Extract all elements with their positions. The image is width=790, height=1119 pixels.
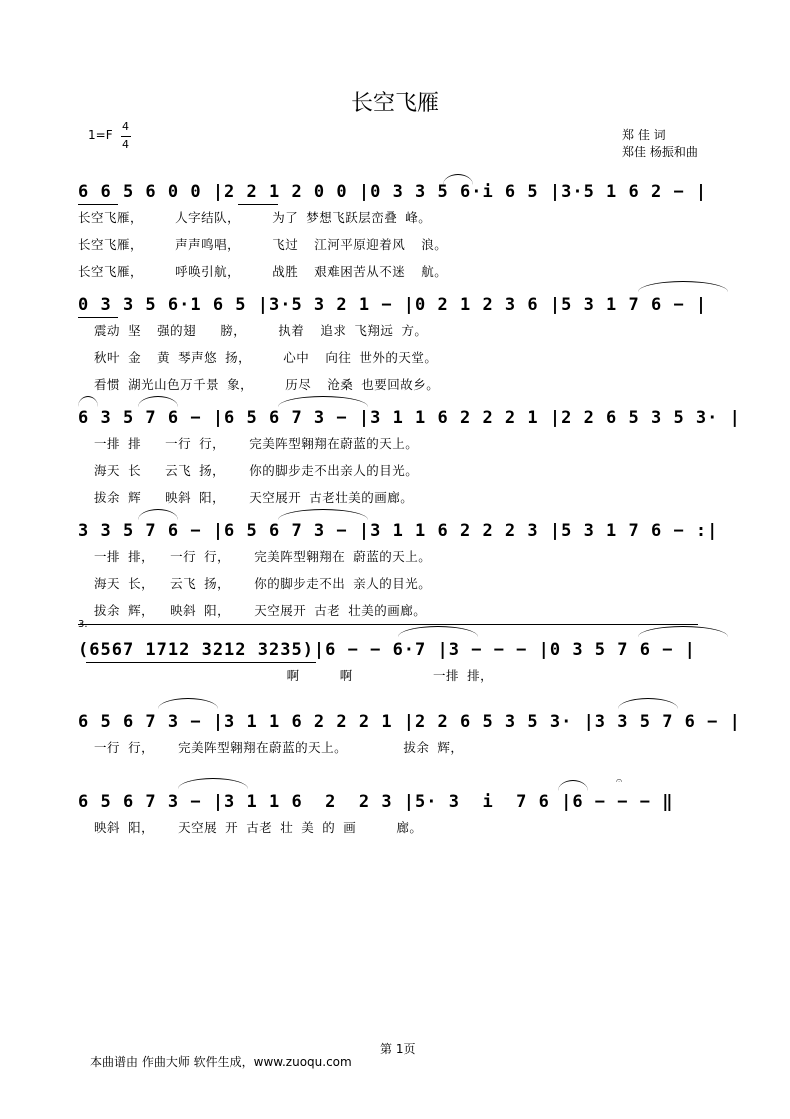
music-system-7 [78,774,728,884]
page-number: 第 1页 [380,1042,416,1056]
lyric-verse-2: 海天 长 云飞 扬， 你的脚步走不出亲人的目光。 [78,463,419,478]
notation-line: 6 5 6 7 3 − |3 1 1 6 2 2 2 1 |2 2 6 5 3 5 3· |3 3 5 7 6 − | [78,712,741,732]
notation-line: 6 5 6 7 3 − |3 1 1 6 2 2 3 |5· 3 i 7 6 |6 − − − ‖ [78,792,674,812]
time-signature-top: 4 [122,120,129,133]
music-system-2 [78,295,728,392]
lyric-verse-1: 长空飞雁， 人字结队， 为了 梦想飞跃层峦叠 峰。 [78,210,432,225]
beam-line [238,204,278,205]
music-system-6 [78,712,741,804]
beam-line [78,317,118,318]
beam-line [78,204,118,205]
lyric-verse-2: 长空飞雁， 声声鸣唱， 飞过 江河平原迎着风 浪。 [78,237,448,252]
lyric-verse-3: 长空飞雁， 呼唤引航， 战胜 艰难困苦从不迷 航。 [78,264,448,279]
notation-line: 0 3 3 5 6·1 6 5 |3·5 3 2 1 − |0 2 1 2 3 6 |5 3 1 7 6 − | [78,295,708,315]
composer-credit: 郑佳 杨振和曲 [622,145,698,159]
lyric-verse-2: 秋叶 金 黄 琴声悠 扬， 心中 向往 世外的天堂。 [78,350,438,365]
notation-line: 3 3 5 7 6 − |6 5 6 7 3 − |3 1 1 6 2 2 2 3 |5 3 1 7 6 − :| [78,521,719,541]
lyric-verse-1: 一排 排， 一行 行， 完美阵型翱翔在 蔚蓝的天上。 [78,549,432,564]
music-system-3 [78,408,741,505]
volta-bracket [78,624,698,625]
beam-line [86,662,316,663]
time-signature-line [121,136,131,137]
lyric-verse-1: 一行 行， 完美阵型翱翔在蔚蓝的天上。 拔余 辉， [78,740,464,755]
slur-arc [78,396,98,407]
time-signature-bottom: 4 [122,138,129,151]
lyric-verse-1: 映斜 阳， 天空展 开 古老 壮 美 的 画 廊。 [78,820,423,835]
slur-arc [138,509,178,520]
lyric-verse-1: 啊 啊 一排 排， [78,668,494,683]
slur-arc [443,174,473,185]
song-title: 长空飞雁 [350,91,439,116]
lyric-verse-3: 拔余 辉， 映斜 阳， 天空展开 古老 壮美的画廊。 [78,603,427,618]
music-system-4 [78,521,728,618]
lyric-verse-3: 看惯 湖光山色万千景 象， 历尽 沧桑 也要回故乡。 [78,377,440,392]
notation-line: 6 3 5 7 6 − |6 5 6 7 3 − |3 1 1 6 2 2 2 1 |2 2 6 5 3 5 3· | [78,408,741,428]
volta-label: 3. [78,619,88,630]
notation-line: 6 6 5 6 0 0 |2 2 1 2 0 0 |0 3 3 5 6·i 6 5 |3·5 1 6 2 − | [78,182,708,202]
lyricist-credit: 郑 佳 词 [622,128,666,142]
lyric-verse-1: 一排 排 一行 行， 完美阵型翱翔在蔚蓝的天上。 [78,436,419,451]
slur-arc [638,626,728,637]
lyric-verse-2: 海天 长， 云飞 扬， 你的脚步走不出 亲人的目光。 [78,576,432,591]
music-system-1 [78,182,728,279]
slur-arc [638,281,728,292]
slur-arc [138,396,178,407]
slur-arc [278,509,368,520]
footer-text: 本曲谱由 作曲大师 软件生成，www.zuoqu.com [90,1055,352,1069]
slur-arc [398,626,478,637]
slur-arc [278,396,368,407]
key-signature: 1=F [88,128,113,142]
lyric-verse-3: 拔余 辉 映斜 阳， 天空展开 古老壮美的画廊。 [78,490,414,505]
notation-line: (6567 1712 3212 3235)|6 − − 6·7 |3 − − − |0 3 5 7 6 − | [78,640,696,660]
fermata-icon: 𝄐 [616,774,623,787]
lyric-verse-1: 震动 坚 强的翅 膀， 执着 追求 飞翔远 方。 [78,323,428,338]
